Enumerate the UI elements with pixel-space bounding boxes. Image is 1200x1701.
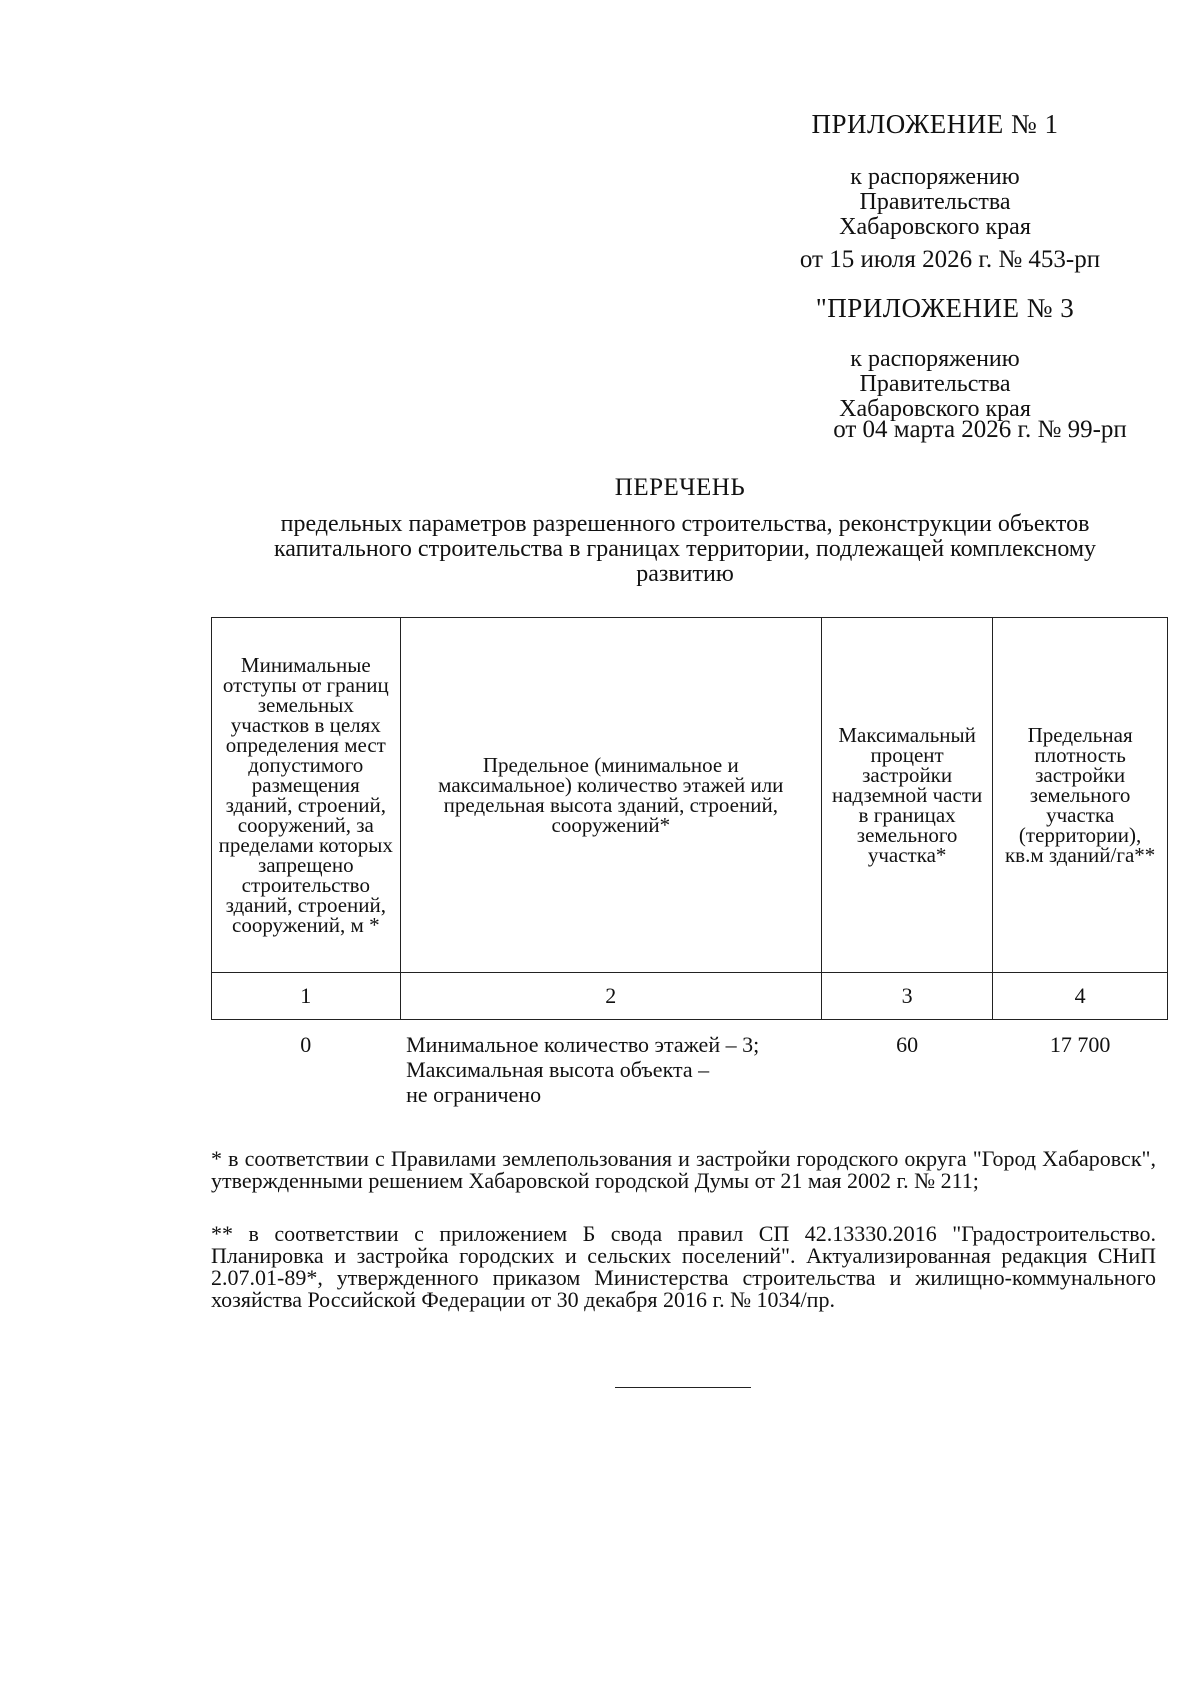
column-number: 4	[993, 973, 1168, 1020]
destination-line: Правительства	[859, 189, 1011, 215]
destination-line: Хабаровского края	[839, 214, 1031, 240]
appendix-destination	[770, 165, 1100, 240]
destination-line: к распоряжению	[850, 346, 1020, 372]
appendix-date: от 15 июля 2026 г. № 453-рп	[799, 246, 1101, 273]
end-divider	[615, 1387, 751, 1388]
table-header-cell: Предельная плотность застройки земельного участка (территории), кв.м зданий/га**	[993, 618, 1168, 973]
cell-line: Минимальное количество этажей – 3;	[406, 1032, 760, 1057]
footnote-2: ** в соответствии с приложением Б свода правил СП 42.13330.2016 "Градостроительство. Планировка и застройка городских и сельских поселений". Актуализированная редакция СНиП 2.07.01-89*, утвержденного приказом Министерства строительства и жилищно-коммунального хозяйства Российской Федерации от 30 декабря 2016 г. № 1034/пр.	[211, 1221, 1156, 1312]
footnote-1: * в соответствии с Правилами землепользования и застройки городского округа "Город Хабаровск", утвержденными решением Хабаровской городской Думы от 21 мая 2002 г. № 211;	[211, 1146, 1156, 1193]
table-header-cell: Предельное (минимальное и максимальное) количество этажей или предельная высота зданий, строений, сооружений*	[400, 618, 821, 973]
appendix2-destination	[770, 347, 1100, 422]
destination-line: к распоряжению	[850, 164, 1020, 190]
table-row	[212, 1020, 1168, 1108]
appendix-title: ПРИЛОЖЕНИЕ № 1	[811, 109, 1059, 139]
column-number: 2	[400, 973, 821, 1020]
table-number-row	[212, 973, 1168, 1020]
table-header-row	[212, 618, 1168, 973]
table-header-cell: Минимальные отступы от границ земельных участков в целях определения мест допустимого размещения зданий, строений, сооружений, за пределами которых запрещено строительство зданий, строений, сооружений, м *	[212, 618, 401, 973]
document-subtitle: предельных параметров разрешенного строительства, реконструкции объектов капитального строительства в границах территории, подлежащей комплексному развитию	[273, 511, 1097, 587]
table-cell	[400, 1020, 821, 1108]
destination-line: Правительства	[859, 371, 1011, 397]
appendix2-date: от 04 марта 2026 г. № 99-рп	[833, 416, 1127, 443]
cell-line: Максимальная высота объекта –	[406, 1057, 710, 1082]
table-header-cell: Максимальный процент застройки надземной части в границах земельного участка*	[822, 618, 993, 973]
appendix2-title: "ПРИЛОЖЕНИЕ № 3	[815, 293, 1075, 323]
table-cell: 60	[896, 1032, 919, 1057]
column-number: 1	[212, 973, 401, 1020]
parameters-table	[211, 617, 1168, 1107]
cell-line: не ограничено	[406, 1082, 542, 1107]
document-title: ПЕРЕЧЕНЬ	[614, 474, 746, 501]
destination-line: Хабаровского края	[839, 396, 1031, 422]
table-cell: 17 700	[1049, 1032, 1111, 1057]
table-cell: 0	[300, 1032, 312, 1057]
column-number: 3	[822, 973, 993, 1020]
